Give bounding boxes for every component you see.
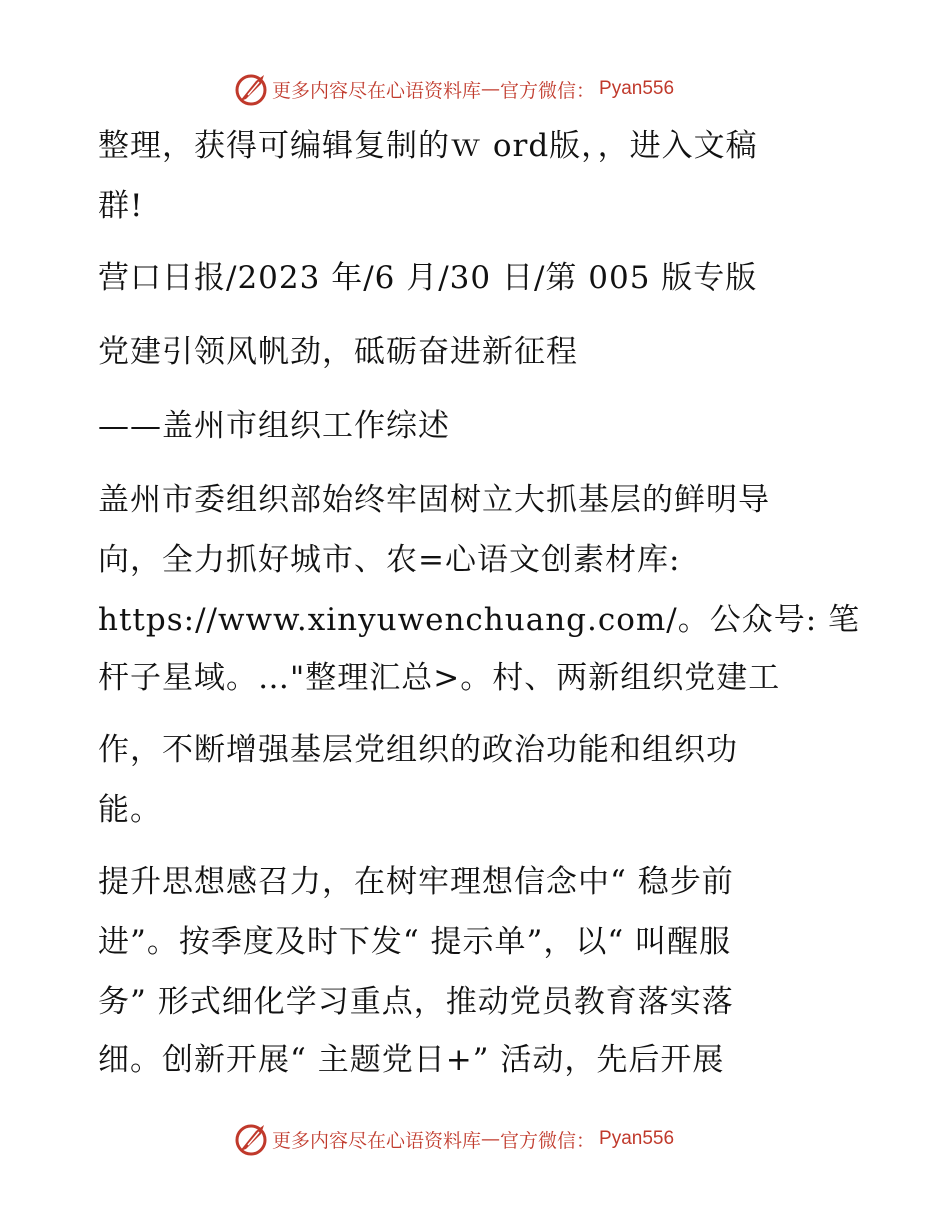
header-watermark (234, 71, 674, 107)
footer-watermark (234, 1121, 674, 1157)
watermark-separator: ： (576, 1129, 596, 1152)
quill-pen-seal-icon (234, 1121, 270, 1157)
text-line: 整理，获得可编辑复制的ｗ ord版，，进入文稿 (98, 128, 758, 164)
watermark-official-wechat: 官方微信 (500, 79, 577, 102)
watermark-official-wechat: 官方微信 (500, 1129, 577, 1152)
text-line: https://www.xinyuwenchuang.com/。公众号: 笔 (98, 602, 861, 638)
watermark-separator: ： (576, 79, 596, 102)
watermark-dash: — (481, 78, 501, 100)
text-line: 作，不断增强基层党组织的政治功能和组织功 (98, 732, 738, 768)
text-line: 党建引领风帆劲，砥砺奋进新征程 (98, 334, 578, 370)
watermark-dash: — (481, 1128, 501, 1150)
watermark-site-text: 更多内容尽在心语资料库 (272, 79, 482, 102)
text-line: 务” 形式细化学习重点，推动党员教育落实落 (98, 984, 734, 1020)
text-line: 盖州市委组织部始终牢固树立大抓基层的鲜明导 (98, 482, 770, 518)
watermark-id: Pyan556 (599, 1128, 675, 1149)
text-line: 提升思想感召力，在树牢理想信念中“ 稳步前 (98, 864, 734, 900)
quill-pen-seal-icon (234, 71, 270, 107)
text-line: 能。 (98, 792, 162, 828)
watermark-site-text: 更多内容尽在心语资料库 (272, 1129, 482, 1152)
text-line: 群! (98, 188, 144, 224)
watermark-id: Pyan556 (599, 78, 675, 99)
text-line: 杆子星域。…"整理汇总>。村、两新组织党建工 (98, 660, 781, 696)
text-line: 向，全力抓好城市、农=心语文创素材库: (98, 542, 681, 578)
text-line: ——盖州市组织工作综述 (98, 408, 450, 444)
text-line: 细。创新开展“ 主题党日+” 活动，先后开展 (98, 1042, 725, 1078)
text-line: 进”。按季度及时下发“ 提示单”，以“ 叫醒服 (98, 924, 732, 960)
text-line: 营口日报/2023 年/6 月/30 日/第 005 版专版 (98, 260, 758, 296)
